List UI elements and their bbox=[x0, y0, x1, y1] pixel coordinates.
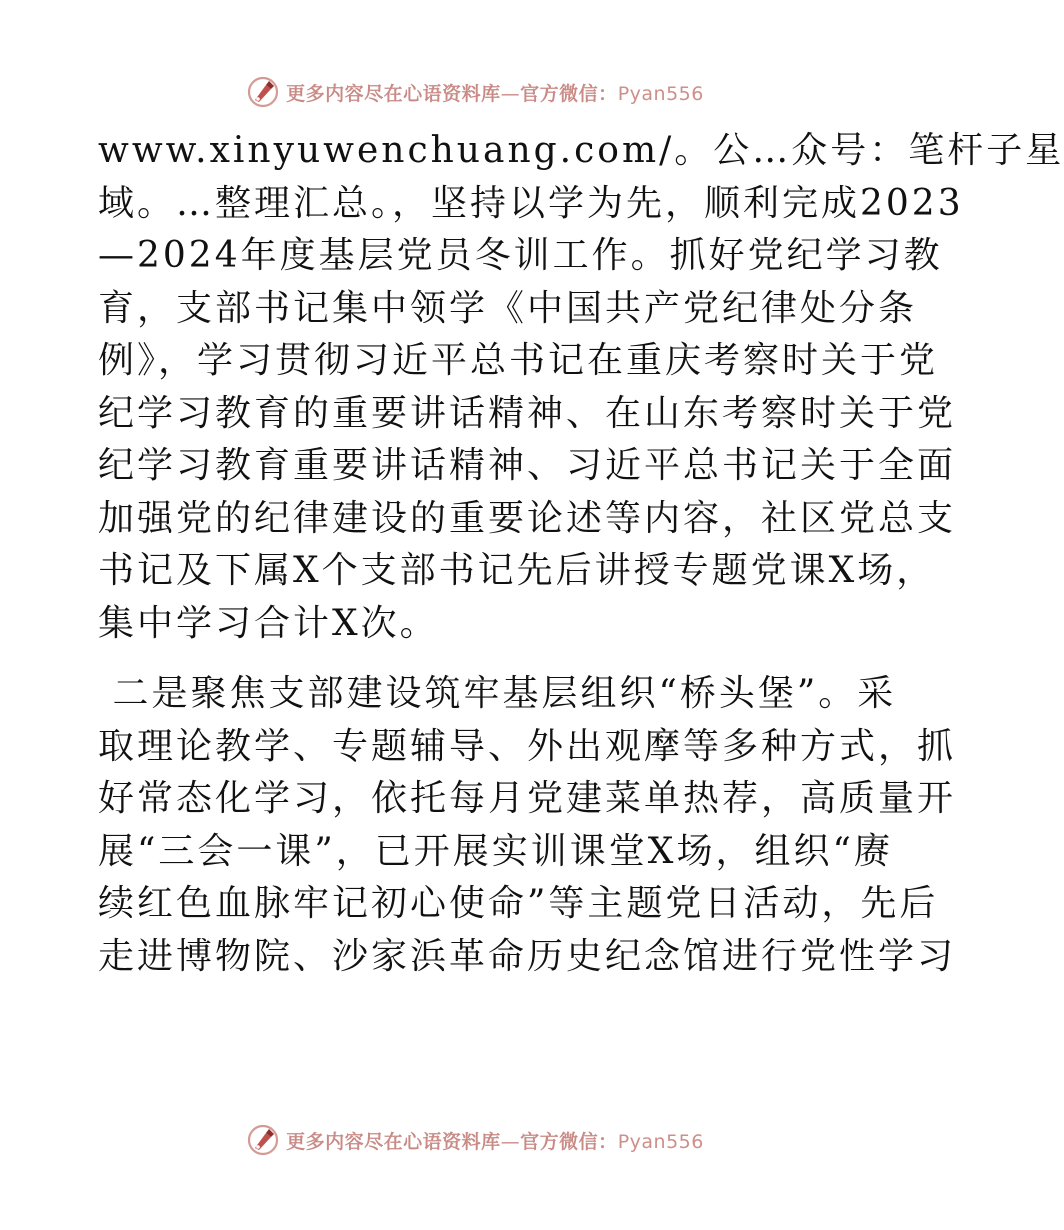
text-line: 续红色血脉牢记初心使命”等主题党日活动，先后 bbox=[98, 883, 939, 924]
banner-main: 更多内容尽在心语资料库 bbox=[286, 1130, 501, 1153]
banner-official: 官方微信： bbox=[520, 82, 618, 105]
text-line: 展“三会一课”，已开展实训课堂X场，组织“赓 bbox=[98, 830, 893, 872]
text-line: 取理论教学、专题辅导、外出观摩等多种方式，抓 bbox=[98, 725, 957, 767]
text-line: 域。…整理汇总。，坚持以学为先，顺利完成2023 bbox=[98, 182, 964, 224]
pen-nib-logo-icon bbox=[246, 1123, 280, 1157]
text-line: 走进博物院、沙家浜革命历史纪念馆进行党性学习 bbox=[98, 935, 957, 977]
banner-text bbox=[286, 79, 704, 106]
document-body bbox=[98, 125, 1064, 983]
paragraph-1 bbox=[98, 125, 1064, 650]
text-line: 纪学习教育的重要讲话精神、在山东考察时关于党 bbox=[98, 392, 957, 434]
text-line: —2024年度基层党员冬训工作。抓好党纪学习教 bbox=[98, 235, 943, 276]
text-line: www.xinyuwenchuang.com/。公…众号：笔杆子星 bbox=[98, 130, 1064, 171]
pen-nib-logo-icon bbox=[246, 75, 280, 109]
banner-text bbox=[286, 1127, 704, 1154]
text-line: 二是聚焦支部建设筑牢基层组织“桥头堡”。采 bbox=[98, 673, 897, 714]
text-line: 加强党的纪律建设的重要论述等内容，社区党总支 bbox=[98, 497, 957, 539]
banner-main: 更多内容尽在心语资料库 bbox=[286, 82, 501, 105]
text-line: 集中学习合计X次。 bbox=[98, 602, 439, 644]
text-line: 纪学习教育重要讲话精神、习近平总书记关于全面 bbox=[98, 445, 957, 486]
footer-banner bbox=[0, 1120, 950, 1160]
banner-official: 官方微信： bbox=[520, 1130, 618, 1153]
text-line: 例》，学习贯彻习近平总书记在重庆考察时关于党 bbox=[98, 340, 939, 381]
banner-dash: — bbox=[500, 1130, 521, 1153]
banner-wechat-id: Pyan556 bbox=[617, 82, 704, 105]
banner-dash: — bbox=[500, 82, 521, 105]
banner-wechat-id: Pyan556 bbox=[617, 1130, 704, 1153]
paragraph-2 bbox=[98, 668, 957, 983]
text-line: 书记及下属X个支部书记先后讲授专题党课X场， bbox=[98, 550, 936, 591]
header-banner bbox=[0, 72, 950, 112]
text-line: 好常态化学习，依托每月党建菜单热荐，高质量开 bbox=[98, 778, 957, 819]
text-line: 育，支部书记集中领学《中国共产党纪律处分条 bbox=[98, 287, 918, 329]
